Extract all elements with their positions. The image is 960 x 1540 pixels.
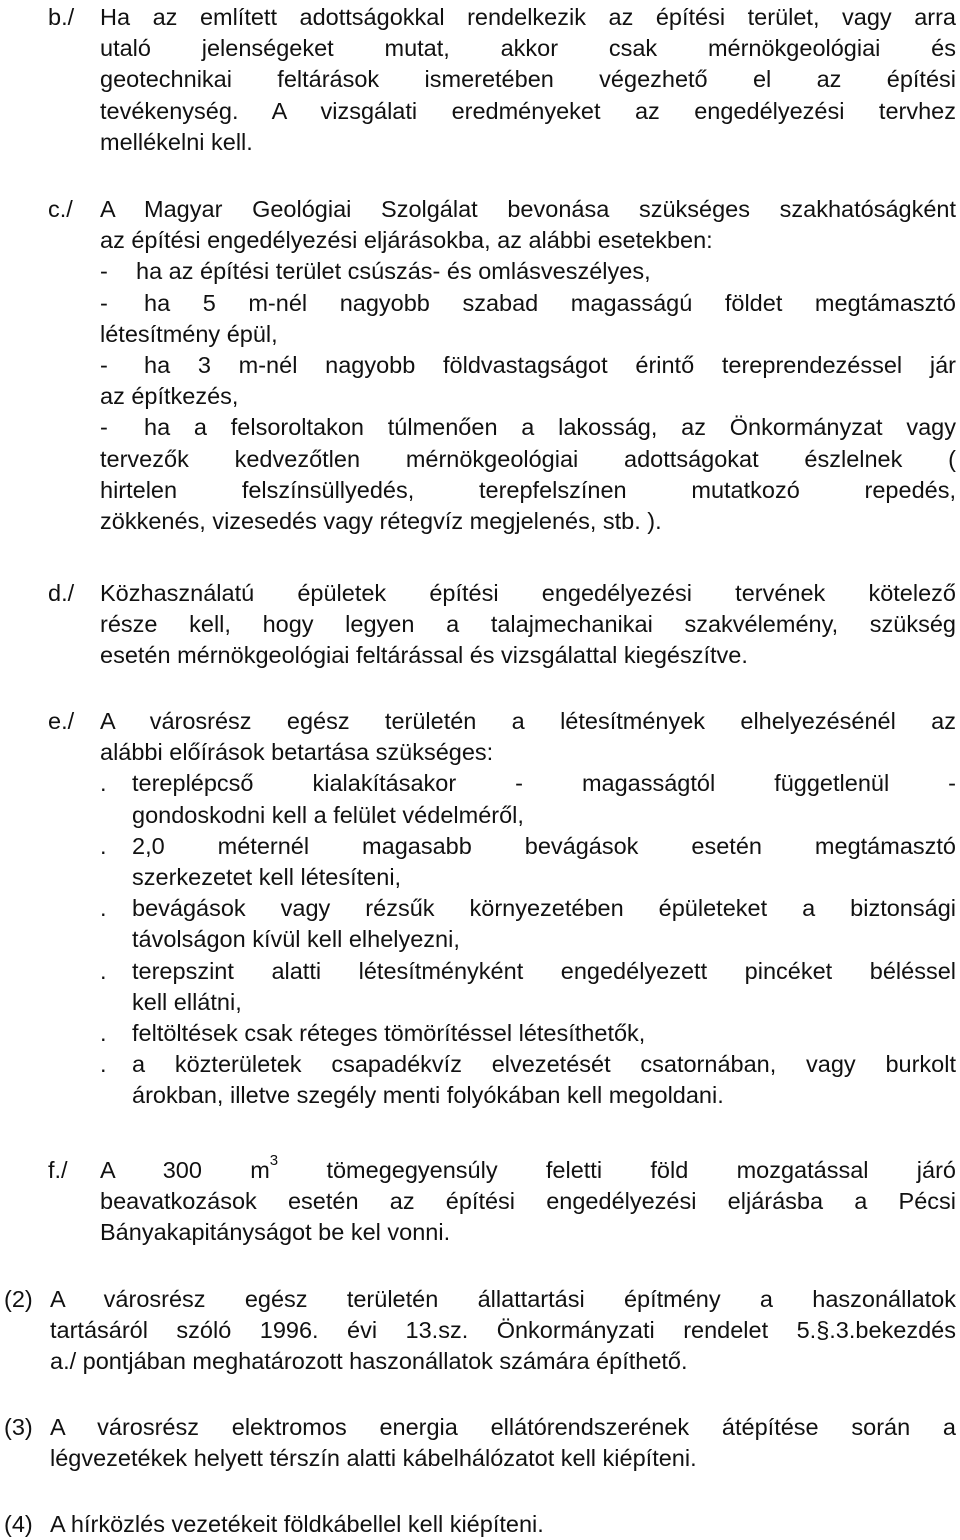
- text-line: beavatkozások esetén az építési engedélyezési eljárásba a Pécsi: [100, 1188, 956, 1215]
- list-bullet: .: [100, 1051, 107, 1078]
- paragraph-marker: (2): [4, 1286, 33, 1312]
- list-bullet: .: [100, 1019, 107, 1046]
- text-line: a közterületek csapadékvíz elvezetését csatornában, vagy burkolt: [132, 1051, 956, 1078]
- text-line: tevékenység. A vizsgálati eredményeket az engedélyezési tervhez: [100, 97, 956, 124]
- text-line: a./ pontjában meghatározott haszonállatok számára építhető.: [50, 1348, 688, 1375]
- list-item: [100, 1049, 956, 1111]
- list-bullet: -: [100, 414, 108, 441]
- list-item: [100, 831, 956, 893]
- text-line: A Magyar Geológiai Szolgálat bevonása szükséges szakhatóságként: [100, 196, 956, 222]
- text-line: létesítmény épül,: [100, 320, 278, 347]
- text-line: alábbi előírások betartása szükséges:: [100, 739, 494, 766]
- list-item: [100, 288, 956, 350]
- text-line: terepszint alatti létesítményként engedélyezett pincéket béléssel: [132, 957, 956, 984]
- text-line: tartásáról szóló 1996. évi 13.sz. Önkormányzati rendelet 5.§.3.bekezdés: [50, 1317, 956, 1344]
- text-line: Bányakapitányságot be kel vonni.: [100, 1219, 451, 1246]
- text-line: Közhasználatú épületek építési engedélyezési tervének kötelező: [100, 580, 956, 606]
- text-segment: tömegegyensúly feletti föld mozgatással járó: [278, 1157, 956, 1183]
- paragraph-f: [48, 1152, 956, 1249]
- list-bullet: -: [100, 351, 108, 378]
- list-item: [100, 1018, 956, 1049]
- text-line: zökkenés, vizesedés vagy rétegvíz megjelenés, stb. ).: [100, 507, 662, 534]
- text-line: ha 3 m-nél nagyobb földvastagságot érintő tereprendezéssel jár: [144, 351, 956, 378]
- text-line: tereplépcső kialakításakor - magasságtól függetlenül -: [132, 770, 956, 797]
- text-line: szerkezetet kell létesíteni,: [132, 863, 402, 890]
- list-item: [100, 768, 956, 830]
- paragraph-4: [4, 1509, 956, 1540]
- text-line: árokban, illetve szegély menti folyókában kell megoldani.: [132, 1082, 724, 1109]
- paragraph-b: [48, 2, 956, 158]
- text-line: ha a felsoroltakon túlmenően a lakosság, az Önkormányzat vagy: [144, 414, 956, 441]
- text-line: Ha az említett adottságokkal rendelkezik az építési terület, vagy arra: [100, 4, 956, 30]
- paragraph-e: [48, 706, 956, 1111]
- text-line: feltöltések csak réteges tömörítéssel létesíthetők,: [132, 1019, 646, 1046]
- text-line: távolságon kívül kell elhelyezni,: [132, 926, 460, 953]
- paragraph-marker: (4): [4, 1511, 33, 1537]
- text-line: ha az építési terület csúszás- és omlásveszélyes,: [136, 258, 651, 285]
- text-line: hirtelen felszínsüllyedés, terepfelszínen mutatkozó repedés,: [100, 476, 956, 503]
- text-line: ha 5 m-nél nagyobb szabad magasságú földet megtámasztó: [144, 289, 956, 316]
- text-line: bevágások vagy rézsűk környezetében épületeket a biztonsági: [132, 895, 956, 922]
- text-line: esetén mérnökgeológiai feltárással és vizsgálattal kiegészítve.: [100, 642, 748, 669]
- paragraph-marker: c./: [48, 196, 73, 222]
- text-line: része kell, hogy legyen a talajmechanikai szakvélemény, szükség: [100, 611, 956, 638]
- list-item: [100, 350, 956, 412]
- text-line: gondoskodni kell a felület védelméről,: [132, 801, 524, 828]
- paragraph-2: [4, 1284, 956, 1378]
- text-line: A városrész egész területén állattartási építmény a haszonállatok: [50, 1286, 956, 1312]
- paragraph-marker: f./: [48, 1157, 68, 1183]
- list-item: [100, 893, 956, 955]
- list-bullet: .: [100, 770, 107, 797]
- text-line: kell ellátni,: [132, 988, 242, 1015]
- text-line: A városrész egész területén a létesítmények elhelyezésénél az: [100, 708, 956, 734]
- text-line: mellékelni kell.: [100, 128, 253, 155]
- paragraph-marker: (3): [4, 1414, 33, 1440]
- text-line: légvezetékek helyett térszín alatti kábelhálózatot kell kiépíteni.: [50, 1445, 697, 1472]
- list-bullet: .: [100, 832, 107, 859]
- list-bullet: .: [100, 957, 107, 984]
- paragraph-c: [48, 194, 956, 537]
- text-line: geotechnikai feltárások ismeretében végezhető el az építési: [100, 66, 956, 93]
- list-bullet: -: [100, 258, 108, 285]
- text-line: az építési engedélyezési eljárásokba, az alábbi esetekben:: [100, 227, 713, 254]
- list-item: [100, 256, 956, 287]
- text-line: [100, 1152, 956, 1186]
- text-line: 2,0 méternél magasabb bevágások esetén megtámasztó: [132, 832, 956, 859]
- list-bullet: -: [100, 289, 108, 316]
- paragraph-marker: d./: [48, 580, 75, 606]
- text-line: A városrész elektromos energia ellátórendszerének átépítése során a: [50, 1414, 956, 1440]
- text-segment: A 300 m: [100, 1157, 270, 1183]
- list-item: [100, 412, 956, 537]
- text-line: A hírközlés vezetékeit földkábellel kell kiépíteni.: [50, 1511, 544, 1537]
- text-line: tervezők kedvezőtlen mérnökgeológiai adottságokat észlelnek (: [100, 445, 956, 472]
- text-line: utaló jelenségeket mutat, akkor csak mérnökgeológiai és: [100, 35, 956, 62]
- list-item: [100, 956, 956, 1018]
- list-bullet: .: [100, 895, 107, 922]
- paragraph-marker: b./: [48, 4, 75, 30]
- text-line: az építkezés,: [100, 383, 239, 410]
- paragraph-marker: e./: [48, 708, 75, 734]
- superscript: 3: [269, 1152, 279, 1170]
- paragraph-3: [4, 1412, 956, 1474]
- paragraph-d: [48, 578, 956, 672]
